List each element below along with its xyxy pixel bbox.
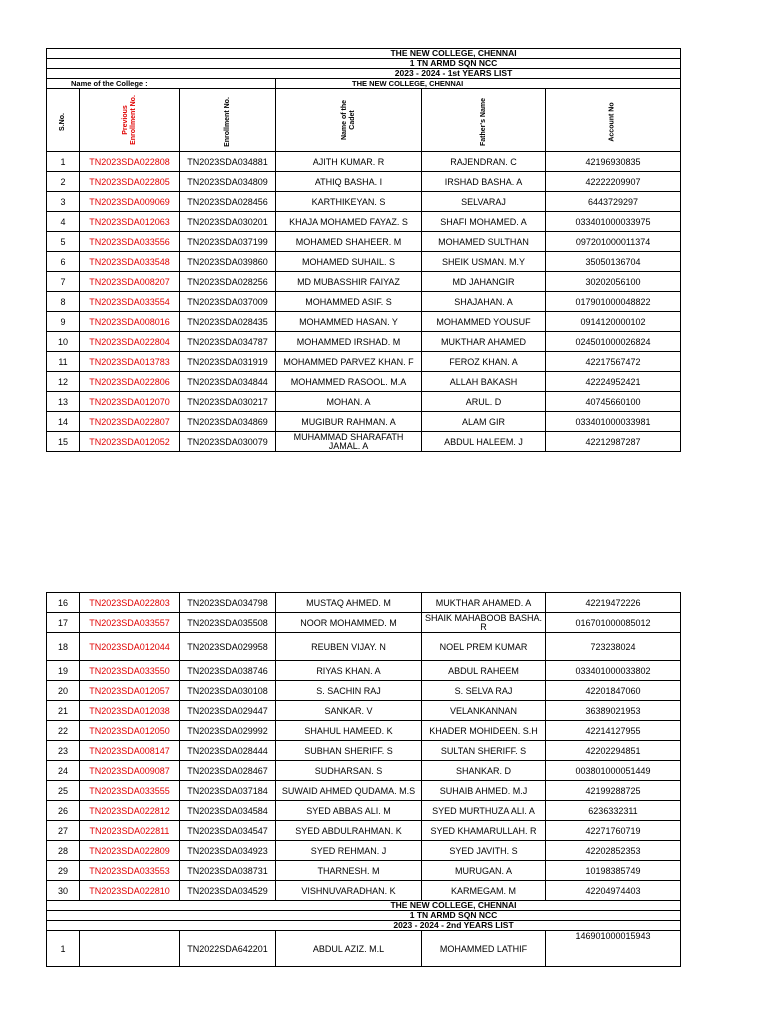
table-cell: 033401000033975	[546, 212, 681, 232]
table-cell: 6	[47, 252, 80, 272]
table-cell: SYED KHAMARULLAH. R	[422, 821, 546, 841]
table-row	[47, 613, 681, 633]
table-cell: 11	[47, 352, 80, 372]
table-row	[47, 392, 681, 412]
table-cell: TN2023SDA029992	[180, 721, 276, 741]
table-cell: KHADER MOHIDEEN. S.H	[422, 721, 546, 741]
table-cell	[80, 931, 180, 967]
table-cell: TN2023SDA012070	[80, 392, 180, 412]
table-cell: TN2023SDA013783	[80, 352, 180, 372]
table-cell: TN2023SDA034923	[180, 841, 276, 861]
table-cell: ABDUL HALEEM. J	[422, 432, 546, 452]
table-cell: ARUL. D	[422, 392, 546, 412]
table-cell: 19	[47, 661, 80, 681]
table-cell: TN2023SDA033553	[80, 861, 180, 881]
table-row	[47, 232, 681, 252]
table-cell: TN2023SDA030201	[180, 212, 276, 232]
table-cell: 1	[47, 152, 80, 172]
table-cell: SYED ABDULRAHMAN. K	[276, 821, 422, 841]
table-cell: TN2023SDA029447	[180, 701, 276, 721]
table-cell: 17	[47, 613, 80, 633]
table-cell: TN2023SDA012052	[80, 432, 180, 452]
table-cell: SHAFI MOHAMED. A	[422, 212, 546, 232]
table-cell: 003801000051449	[546, 761, 681, 781]
table-cell: 1	[47, 931, 80, 967]
table-cell: TN2023SDA034787	[180, 332, 276, 352]
table-cell: 42201847060	[546, 681, 681, 701]
table-cell: TN2023SDA034844	[180, 372, 276, 392]
table-cell: 097201000011374	[546, 232, 681, 252]
table-cell: 42222209907	[546, 172, 681, 192]
col-header-cadet-name: Name of the Cadet	[276, 89, 422, 152]
sheet-part-2	[46, 592, 680, 967]
table-cell: TN2023SDA034547	[180, 821, 276, 841]
table-cell: TN2023SDA033548	[80, 252, 180, 272]
table-cell: TN2023SDA031919	[180, 352, 276, 372]
cadet-table-continued	[46, 592, 681, 967]
table-cell: VELANKANNAN	[422, 701, 546, 721]
table-cell: SHAIK MAHABOOB BASHA. R	[422, 613, 546, 633]
table-cell: TN2023SDA034798	[180, 593, 276, 613]
table-cell: SUBHAN SHERIFF. S	[276, 741, 422, 761]
table-cell: TN2023SDA022807	[80, 412, 180, 432]
table-row	[47, 801, 681, 821]
table-cell: 42217567472	[546, 352, 681, 372]
table-cell: TN2023SDA012050	[80, 721, 180, 741]
col-header-prev-enrollment: Previous Enrollment No.	[80, 89, 180, 152]
table-cell: 35050136704	[546, 252, 681, 272]
table-row	[47, 412, 681, 432]
table-cell: ABDUL RAHEEM	[422, 661, 546, 681]
table-row	[47, 272, 681, 292]
table-cell: TN2023SDA009069	[80, 192, 180, 212]
table-cell: 14	[47, 412, 80, 432]
table-row	[47, 781, 681, 801]
table-cell: SANKAR. V	[276, 701, 422, 721]
table-cell: MOHAN. A	[276, 392, 422, 412]
table-cell: MUKTHAR AHAMED. A	[422, 593, 546, 613]
table-cell: KARTHIKEYAN. S	[276, 192, 422, 212]
col-header-father-name: Father's Name	[422, 89, 546, 152]
table-row	[47, 681, 681, 701]
table-cell: TN2023SDA030079	[180, 432, 276, 452]
table-cell: 723238024	[546, 633, 681, 661]
table-cell: 42271760719	[546, 821, 681, 841]
table-cell: SELVARAJ	[422, 192, 546, 212]
table-row	[47, 292, 681, 312]
table-cell: TN2023SDA022809	[80, 841, 180, 861]
table-cell: 42196930835	[546, 152, 681, 172]
table-row	[47, 661, 681, 681]
table-cell: REUBEN VIJAY. N	[276, 633, 422, 661]
table-cell: TN2023SDA009087	[80, 761, 180, 781]
table-cell: 5	[47, 232, 80, 252]
table-cell: ATHIQ BASHA. I	[276, 172, 422, 192]
table-cell: 26	[47, 801, 80, 821]
table-cell: 30	[47, 881, 80, 901]
table-cell: MOHAMMED PARVEZ KHAN. F	[276, 352, 422, 372]
table-cell: RIYAS KHAN. A	[276, 661, 422, 681]
table-cell: TN2023SDA022804	[80, 332, 180, 352]
table-cell: 18	[47, 633, 80, 661]
table-cell: TN2023SDA022810	[80, 881, 180, 901]
table-cell: TN2023SDA030217	[180, 392, 276, 412]
table-cell: TN2023SDA012044	[80, 633, 180, 661]
table-cell: TN2023SDA038731	[180, 861, 276, 881]
table-cell: SULTAN SHERIFF. S	[422, 741, 546, 761]
table-cell: 20	[47, 681, 80, 701]
table-cell: SUDHARSAN. S	[276, 761, 422, 781]
table-cell: TN2023SDA022806	[80, 372, 180, 392]
list-title-2: 2023 - 2024 - 2nd YEARS LIST	[47, 921, 681, 931]
table-cell: SHEIK USMAN. M.Y	[422, 252, 546, 272]
table-cell: 21	[47, 701, 80, 721]
table-row	[47, 172, 681, 192]
table-cell: 24	[47, 761, 80, 781]
table-cell: MURUGAN. A	[422, 861, 546, 881]
table-cell: TN2023SDA037199	[180, 232, 276, 252]
table-row	[47, 931, 681, 967]
table-row	[47, 861, 681, 881]
table-row	[47, 721, 681, 741]
table-cell: 42199288725	[546, 781, 681, 801]
table-cell: 3	[47, 192, 80, 212]
table-row	[47, 741, 681, 761]
table-cell: 27	[47, 821, 80, 841]
table-row	[47, 192, 681, 212]
table-cell: 024501000026824	[546, 332, 681, 352]
table-cell: KHAJA MOHAMED FAYAZ. S	[276, 212, 422, 232]
table-cell: TN2023SDA029958	[180, 633, 276, 661]
table-cell: 30202056100	[546, 272, 681, 292]
table-cell: SYED JAVITH. S	[422, 841, 546, 861]
table-cell: SYED ABBAS ALI. M	[276, 801, 422, 821]
table-cell: TN2023SDA008207	[80, 272, 180, 292]
table-row	[47, 352, 681, 372]
table-cell: TN2023SDA028456	[180, 192, 276, 212]
table-cell: TN2023SDA030108	[180, 681, 276, 701]
table-cell: SHAJAHAN. A	[422, 292, 546, 312]
table-cell: TN2023SDA037009	[180, 292, 276, 312]
table-cell: 42214127955	[546, 721, 681, 741]
table-cell: TN2023SDA034584	[180, 801, 276, 821]
table-cell: 25	[47, 781, 80, 801]
table-row	[47, 152, 681, 172]
college-value: THE NEW COLLEGE, CHENNAI	[276, 79, 681, 89]
college-label: Name of the College :	[47, 79, 276, 89]
table-cell: 9	[47, 312, 80, 332]
table-cell: TN2023SDA033556	[80, 232, 180, 252]
table-cell: TN2023SDA022808	[80, 152, 180, 172]
table-cell: 16	[47, 593, 80, 613]
table-cell: TN2023SDA033554	[80, 292, 180, 312]
table-row	[47, 841, 681, 861]
table-cell: RAJENDRAN. C	[422, 152, 546, 172]
list-title: 2023 - 2024 - 1st YEARS LIST	[47, 69, 681, 79]
table-cell: 28	[47, 841, 80, 861]
table-cell: MD MUBASSHIR FAIYAZ	[276, 272, 422, 292]
table-cell: 40745660100	[546, 392, 681, 412]
col-header-account: Account No	[546, 89, 681, 152]
table-row	[47, 252, 681, 272]
table-cell: MOHAMMED IRSHAD. M	[276, 332, 422, 352]
table-cell: TN2023SDA022805	[80, 172, 180, 192]
table-cell: TN2023SDA022811	[80, 821, 180, 841]
unit-title: 1 TN ARMD SQN NCC	[47, 59, 681, 69]
table-cell: TN2023SDA012038	[80, 701, 180, 721]
table-cell: 12	[47, 372, 80, 392]
table-cell: 29	[47, 861, 80, 881]
table-cell: TN2023SDA033555	[80, 781, 180, 801]
table-cell: MOHAMMED RASOOL. M.A	[276, 372, 422, 392]
table-cell: MOHAMED SUHAIL. S	[276, 252, 422, 272]
table-cell: TN2023SDA033557	[80, 613, 180, 633]
table-cell: TN2023SDA028256	[180, 272, 276, 292]
table-cell: MOHAMMED HASAN. Y	[276, 312, 422, 332]
table-cell: ABDUL AZIZ. M.L	[276, 931, 422, 967]
table-cell: 033401000033802	[546, 661, 681, 681]
table-cell: TN2023SDA033550	[80, 661, 180, 681]
table-row	[47, 701, 681, 721]
table-cell: 23	[47, 741, 80, 761]
table-cell: 016701000085012	[546, 613, 681, 633]
table-cell: 0914120000102	[546, 312, 681, 332]
table-cell: 42202294851	[546, 741, 681, 761]
table-row	[47, 821, 681, 841]
table-cell: MOHAMED SHAHEER. M	[276, 232, 422, 252]
col-header-enrollment: Enrollment No.	[180, 89, 276, 152]
table-cell: 42204974403	[546, 881, 681, 901]
table-cell: VISHNUVARADHAN. K	[276, 881, 422, 901]
table-cell: 017901000048822	[546, 292, 681, 312]
table-cell: TN2023SDA012057	[80, 681, 180, 701]
table-cell: ALAM GIR	[422, 412, 546, 432]
table-cell: NOOR MOHAMMED. M	[276, 613, 422, 633]
table-cell: TN2023SDA022803	[80, 593, 180, 613]
table-cell: MOHAMMED LATHIF	[422, 931, 546, 967]
table-row	[47, 332, 681, 352]
sheet-part-1	[46, 48, 680, 452]
table-cell: SYED REHMAN. J	[276, 841, 422, 861]
table-cell: 15	[47, 432, 80, 452]
table-cell: MD JAHANGIR	[422, 272, 546, 292]
table-cell: THARNESH. M	[276, 861, 422, 881]
table-cell: 7	[47, 272, 80, 292]
table-cell: AJITH KUMAR. R	[276, 152, 422, 172]
table-row	[47, 761, 681, 781]
table-row	[47, 312, 681, 332]
table-cell: TN2023SDA034529	[180, 881, 276, 901]
table-cell: MOHAMMED ASIF. S	[276, 292, 422, 312]
table-cell: TN2023SDA037184	[180, 781, 276, 801]
table-cell: MUGIBUR RAHMAN. A	[276, 412, 422, 432]
table-row	[47, 432, 681, 452]
table-cell: S. SELVA RAJ	[422, 681, 546, 701]
table-cell: 033401000033981	[546, 412, 681, 432]
table-cell: NOEL PREM KUMAR	[422, 633, 546, 661]
table-cell: ALLAH BAKASH	[422, 372, 546, 392]
table-row	[47, 633, 681, 661]
col-header-sno: S.No.	[47, 89, 80, 152]
table-row	[47, 372, 681, 392]
table-cell: 42224952421	[546, 372, 681, 392]
college-title-2: THE NEW COLLEGE, CHENNAI	[47, 901, 681, 911]
table-cell: TN2022SDA642201	[180, 931, 276, 967]
college-title: THE NEW COLLEGE, CHENNAI	[47, 49, 681, 59]
table-cell: TN2023SDA008016	[80, 312, 180, 332]
table-cell: SHANKAR. D	[422, 761, 546, 781]
table-cell: TN2023SDA008147	[80, 741, 180, 761]
table-cell: 36389021953	[546, 701, 681, 721]
table-cell: 6443729297	[546, 192, 681, 212]
table-cell: MOHAMED SULTHAN	[422, 232, 546, 252]
table-cell: SUHAIB AHMED. M.J	[422, 781, 546, 801]
table-cell: SUWAID AHMED QUDAMA. M.S	[276, 781, 422, 801]
table-cell: 13	[47, 392, 80, 412]
table-cell: IRSHAD BASHA. A	[422, 172, 546, 192]
table-cell: MUKTHAR AHAMED	[422, 332, 546, 352]
table-cell: 22	[47, 721, 80, 741]
table-row	[47, 593, 681, 613]
table-cell: 42212987287	[546, 432, 681, 452]
table-cell: TN2023SDA012063	[80, 212, 180, 232]
table-cell: TN2023SDA035508	[180, 613, 276, 633]
table-cell: TN2023SDA034869	[180, 412, 276, 432]
table-cell: 146901000015943	[546, 931, 681, 967]
table-cell: 2	[47, 172, 80, 192]
table-cell: S. SACHIN RAJ	[276, 681, 422, 701]
table-cell: TN2023SDA022812	[80, 801, 180, 821]
table-cell: TN2023SDA028444	[180, 741, 276, 761]
table-cell: 8	[47, 292, 80, 312]
unit-title-2: 1 TN ARMD SQN NCC	[47, 911, 681, 921]
table-cell: 6236332311	[546, 801, 681, 821]
table-cell: TN2023SDA028467	[180, 761, 276, 781]
table-cell: KARMEGAM. M	[422, 881, 546, 901]
table-cell: TN2023SDA034881	[180, 152, 276, 172]
table-cell: MUHAMMAD SHARAFATH JAMAL. A	[276, 432, 422, 452]
table-cell: TN2023SDA038746	[180, 661, 276, 681]
table-cell: 4	[47, 212, 80, 232]
table-cell: 42219472226	[546, 593, 681, 613]
table-cell: MOHAMMED YOUSUF	[422, 312, 546, 332]
table-cell: 42202852353	[546, 841, 681, 861]
table-cell: SHAHUL HAMEED. K	[276, 721, 422, 741]
table-cell: TN2023SDA028435	[180, 312, 276, 332]
table-cell: TN2023SDA039860	[180, 252, 276, 272]
table-cell: TN2023SDA034809	[180, 172, 276, 192]
table-cell: FEROZ KHAN. A	[422, 352, 546, 372]
table-cell: MUSTAQ AHMED. M	[276, 593, 422, 613]
table-cell: 10198385749	[546, 861, 681, 881]
table-cell: SYED MURTHUZA ALI. A	[422, 801, 546, 821]
cadet-table-1st-year	[46, 48, 681, 452]
table-row	[47, 212, 681, 232]
table-row	[47, 881, 681, 901]
table-cell: 10	[47, 332, 80, 352]
